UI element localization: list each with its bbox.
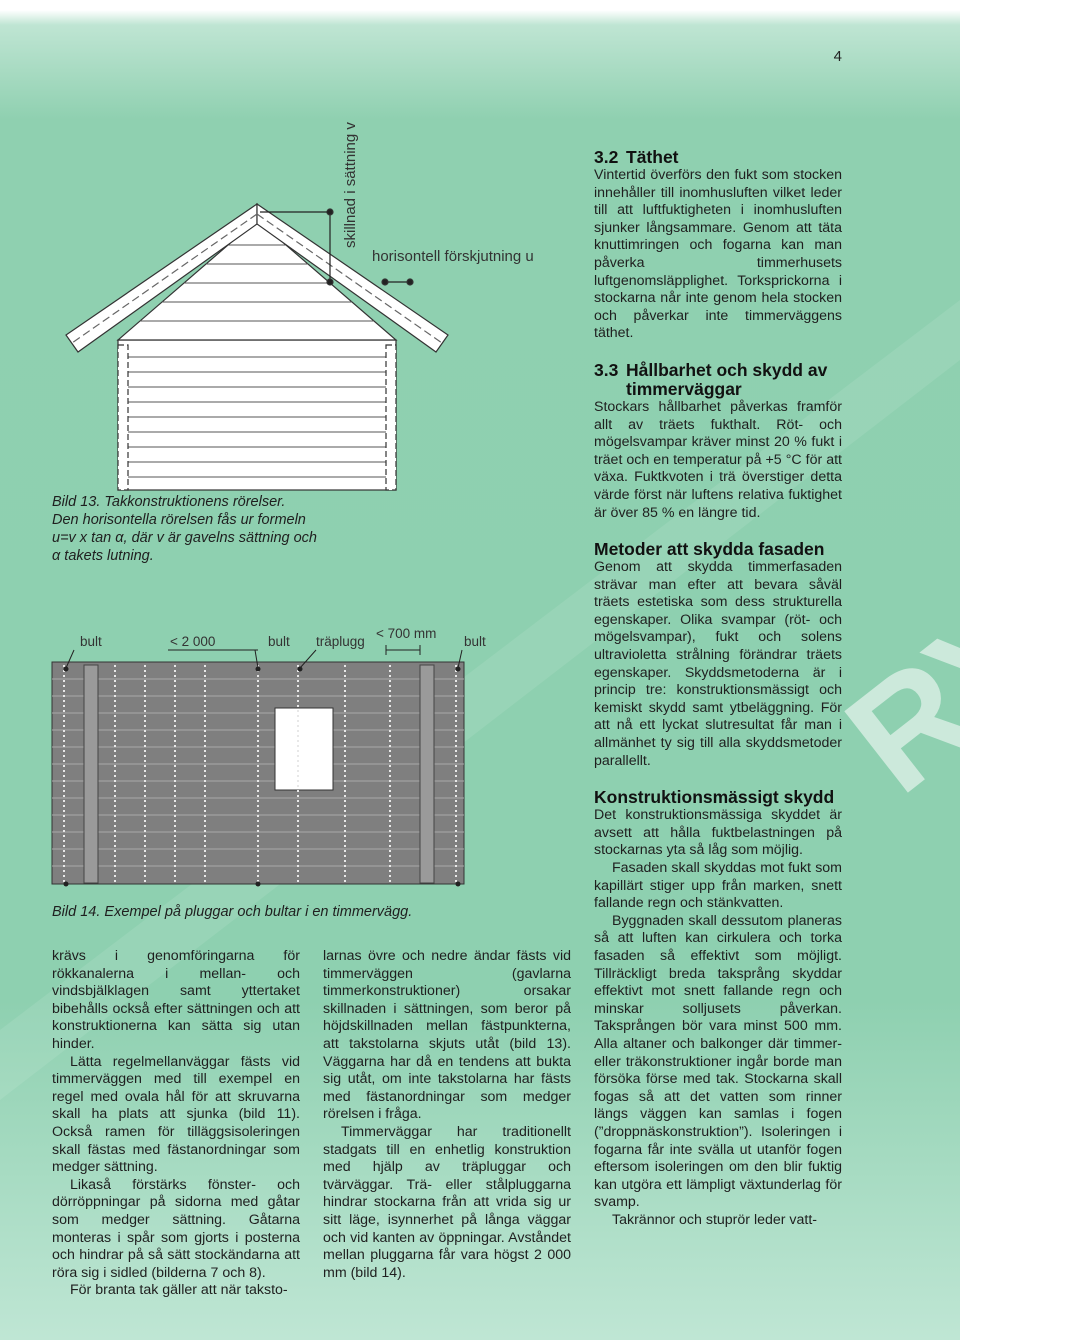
bottom-left-p2: Lätta regelmellanväggar fästs vid timmerväggen med till exempel en regel med ovala hål för att skruvarna skall ha plats att sjunka (bild 11). Också ramen för tilläggsisoleringen skall fästas med fästanordningar som medger sättning. — [52, 1053, 300, 1176]
figure14-caption: Bild 14. Exempel på pluggar och bultar i en timmervägg. — [52, 904, 413, 920]
bottom-left-p1: krävs i genomföringarna för rökkanalerna i mellan- och vindsbjälklagen samt yttertaket bibehålls också efter sättningen och att konstruktionerna kan sätta sig utan hinder. — [52, 948, 300, 1052]
bottom-middle-p1: larnas övre och nedre ändar fästs vid timmerväggen (gavlarna timmerkonstruktioner) orsakar skillnaden i sättningen, som beror på höjdskillnaden mellan fästpunkterna, att takstolarna skjuts utåt (bild 13). Väggarna har då en tendens att bukta sig utåt, om inte takstolarna har fästs med fästanordningar som medger rörelsen i fråga. — [323, 948, 571, 1123]
metoder-body: Genom att skydda timmerfasaden strävar man efter att bevara såväl träets estetiska som dess strukturella egenskaper. Olika svampar (röt- och mögelsvampar), fukt och solens ultravioletta strålning förändrar träets egenskaper. Skyddsmetoderna är i princip tre: konstruktionsmässigt och kemiskt skydd samt ytbeläggning. För att nå ett lyckat slutresultat får man i allmänhet ty sig till alla skyddsmetoder parallellt. — [594, 559, 842, 769]
bottom-middle-column — [323, 948, 571, 1282]
konstruktion-p2: Fasaden skall skyddas mot fukt som kapillärt stiger upp från marken, snett fallande regn och stänkvatten. — [594, 860, 842, 912]
watermark: RY — [816, 566, 1080, 824]
bottom-left-column — [52, 948, 300, 1300]
konstruktion-p4: Takrännor och stuprör leder vatt- — [612, 1211, 818, 1228]
figure14-label-bult-1: bult — [80, 634, 102, 649]
konstruktion-p1: Det konstruktionsmässiga skyddet är avsett att hålla fuktbelastningen på stockarnas yta så låg som möjlig. — [594, 807, 842, 859]
bottom-left-p3: Likaså förstärks fönster- och dörröppningar på sidorna med gåtar som medger sättning. Gåtarna monteras i spår som gjorts i posterna och hindrar på så sätt stockändarna att röra sig i sidled (bilderna 7 och 8). — [52, 1176, 300, 1281]
figure13-label-vertical: skillnad i sättning v — [342, 122, 359, 248]
figure13-label-horizontal: horisontell förskjutning u — [372, 248, 534, 265]
right-column — [594, 148, 842, 1229]
figure14-label-bult-2: bult — [268, 634, 290, 649]
konstruktion-p3: Byggnaden skall dessutom planeras så att luften kan cirkulera och torka fasaden så effektivt som möjligt. Tillräckligt breda taksprång skyddar effektivt mot snett fallande regn och minskar solljusets påverkan. Taksprången bör vara minst 500 mm. Alla altaner och balkonger där timmer- eller träkonstruktioner ingår borde man försöka förse med tak. Stockarna skall fogas så att det vatten som rinner längs väggen kan samlas i fogen (”droppnäskonstruktion”). Isoleringen i fogarna får inte svälla ut utanför fogen eftersom isoleringen om den blir fuktig kan utgöra ett lämpligt växtunderlag för svamp. — [594, 912, 842, 1211]
bottom-middle-p2: Timmerväggar har traditionellt stadgats till en enhetlig konstruktion med hjälp av träpluggar och tvärväggar. Trä- eller stålpluggarna hindrar stockarna från att vrida sig ur sitt läge, isynnerhet på långa väggar och vid kanten av öppningar. Avståndet mellan pluggarna får vara högst 2 000 mm (bild 14). — [323, 1123, 571, 1281]
metoder-heading: Metoder att skydda fasaden — [594, 539, 825, 560]
figure14-label-distance-700: < 700 mm — [376, 626, 437, 641]
bottom-left-p4: För branta tak gäller att när taksto- — [70, 1282, 288, 1299]
section-3-3-heading: 3.3 Hållbarhet och skydd av timmerväggar — [594, 359, 828, 399]
figure14-label-bult-3: bult — [464, 634, 486, 649]
section-3-2-body: Vintertid överförs den fukt som stocken innehåller till inomhusluften vilket leder till att luftfuktigheten i inomhusluften sjunker långsammare. Genom att täta knuttimringen och fogarna kan man påverka timmerhusets luftgenomsläpplighet. Torksprickorna i stockarna når inte genom hela stocken och påverkar inte timmerväggens täthet. — [594, 167, 842, 342]
page-number: 4 — [833, 48, 842, 65]
konstruktion-heading: Konstruktionsmässigt skydd — [594, 787, 835, 808]
figure14-label-distance: < 2 000 — [170, 634, 216, 649]
figure14-label-traplugg: träplugg — [316, 634, 365, 649]
section-3-3-body: Stockars hållbarhet påverkas framför allt av träets fukthalt. Röt- och mögelsvampar kräver minst 20 % fukt i träet och en temperatur på +5 °C för att växa. Fuktkvoten i trä överstiger detta värde först när luftens relativa fuktighet är över 85 % en längre tid. — [594, 398, 842, 521]
figure13-caption: Bild 13. Takkonstruktionens rörelser. Den horisontella rörelsen fås ur formeln u=v x tan α, där v är gavelns sättning och α takets lutning. — [52, 494, 317, 564]
section-3-2-heading: 3.2 Täthet — [594, 147, 679, 167]
